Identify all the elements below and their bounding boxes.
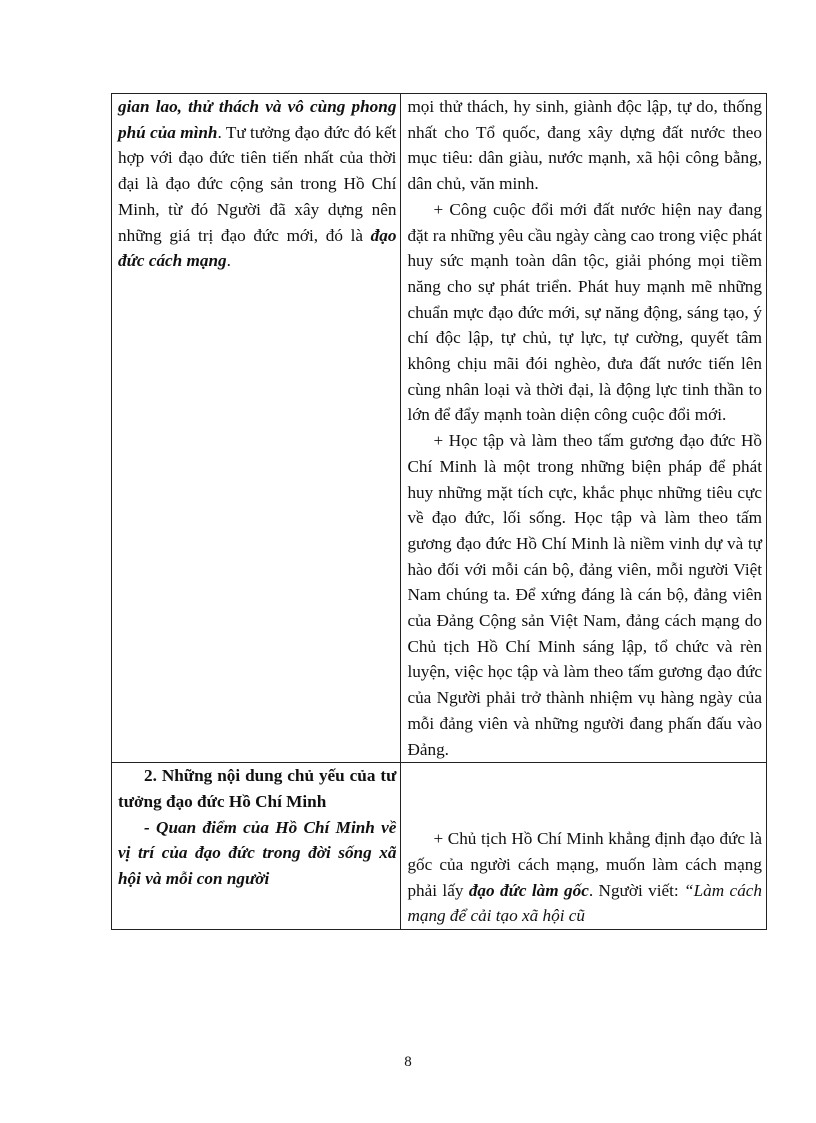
table-row [112,94,767,763]
paragraph: + Công cuộc đổi mới đất nước hiện nay đang đặt ra những yêu cầu ngày càng cao trong việc phát huy sức mạnh toàn dân tộc, giải phóng mọi tiềm năng cho sự phát triển. Phát huy mạnh mẽ những chuẩn mực đạo đức mới, sự năng động, sáng tạo, ý chí độc lập, tự chủ, tự lực, tự cường, quyết tâm không chịu mãi đói nghèo, đưa đất nước tiến lên cùng nhân loại và thời đại, là động lực tinh thần to lớn để đẩy mạnh toàn diện công cuộc đổi mới. [407,199,762,425]
body-text: . Tư tưởng đạo đức đó kết hợp với đạo đức tiên tiến nhất của thời đại là đạo đức cộng sản trong Hồ Chí Minh, từ đó Người đã xây dựng nên những giá trị đạo đức mới, đó là [118,122,397,245]
body-text: . [226,251,231,271]
paragraph: mọi thử thách, hy sinh, giành độc lập, tự do, thống nhất cho Tổ quốc, đang xây dựng đất nước theo mục tiêu: dân giàu, nước mạnh, xã hội công bằng, dân chủ, văn minh. [407,97,762,194]
quote-text: “Làm cách mạng để cải tạo xã hội cũ [407,880,763,926]
table-row [112,763,767,930]
cell-spacer [407,763,762,826]
section-subheading: - Quan điểm của Hồ Chí Minh về vị trí của đạo đức trong đời sống xã hội và mỗi con người [118,817,397,889]
page-number: 8 [404,1054,412,1070]
bold-italic-phrase: đạo đức làm gốc [468,880,589,900]
row2-left-cell [112,763,401,930]
body-text: + Chủ tịch Hồ Chí Minh khẳng định đạo đức là gốc của người cách mạng, muốn làm cách mạng phải lấy [407,829,762,900]
paragraph: + Học tập và làm theo tấm gương đạo đức Hồ Chí Minh là một trong những biện pháp để phát huy những mặt tích cực, khắc phục những tiêu cực về đạo đức, lối sống. Học tập và làm theo tấm gương đạo đức Hồ Chí Minh là niềm vinh dự và tự hào đối với mỗi cán bộ, đảng viên, mỗi người Việt Nam chúng ta. Để xứng đáng là cán bộ, đảng viên của Đảng Cộng sản Việt Nam, đảng cách mạng do Chủ tịch Hồ Chí Minh sáng lập, tổ chức và rèn luyện, việc học tập và làm theo tấm gương đạo đức của Người phải trở thành nhiệm vụ hàng ngày của mỗi đảng viên và những người đang phấn đấu vào Đảng. [407,431,762,759]
section-heading: 2. Những nội dung chủ yếu của tư tưởng đạo đức Hồ Chí Minh [118,766,397,811]
row1-left-cell [112,94,401,763]
body-text: . Người viết: [588,880,685,900]
bold-italic-phrase: gian lao, thử thách và vô cùng phong phú của mình [118,97,397,142]
row2-right-cell [401,763,767,930]
bold-italic-phrase: đạo đức cách mạng [118,225,397,271]
row1-right-cell [401,94,767,763]
content-table [111,93,767,930]
